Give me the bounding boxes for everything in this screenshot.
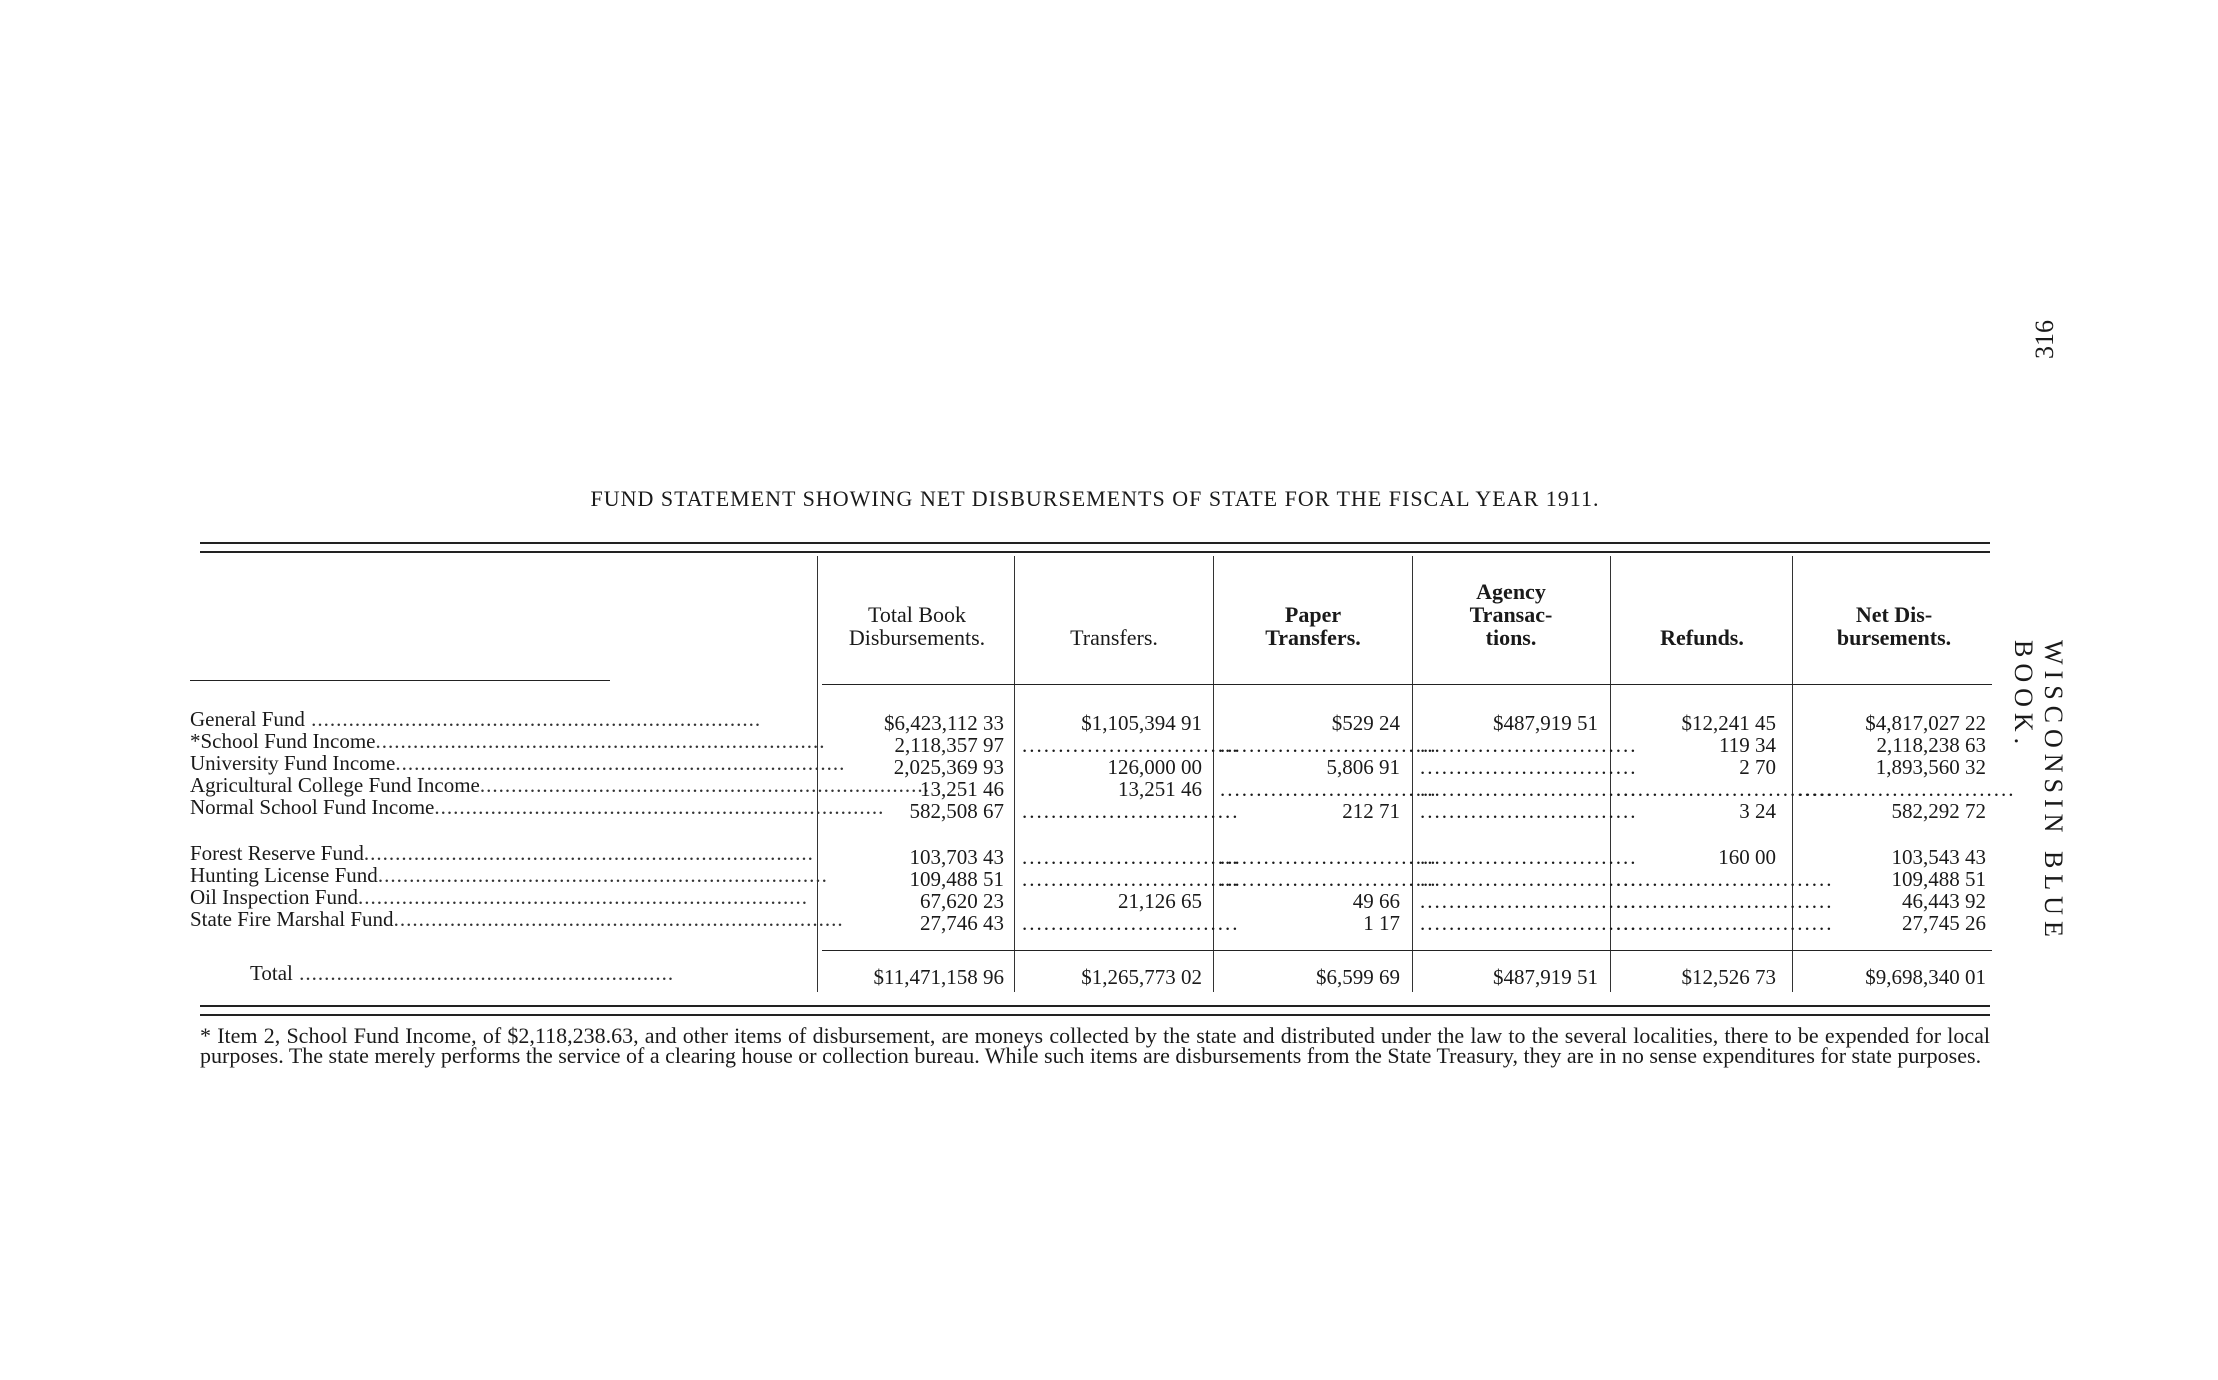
- cell-total-book: 67,620 23: [920, 889, 1004, 913]
- dot-leader: ..............................: [1420, 799, 1638, 823]
- table-row: Agricultural College Fund Income........................................................................: [190, 773, 930, 797]
- cell-net: $4,817,027 22: [1865, 711, 1986, 735]
- total-agency: $487,919 51: [1493, 965, 1598, 989]
- row-label: Normal School Fund Income: [190, 795, 435, 819]
- dot-leader: ..............................: [1420, 889, 1638, 913]
- table-row: General Fund ........................................................................: [190, 707, 762, 731]
- bottom-rule: [200, 1005, 1990, 1007]
- total-label: Total: [250, 961, 293, 985]
- row-label: *School Fund Income: [190, 729, 376, 753]
- cell-total-book: 109,488 51: [909, 867, 1004, 891]
- cell-paper-transfers: 49 66: [1352, 889, 1400, 913]
- header-rule: [190, 680, 610, 681]
- cell-total-book: 2,118,357 97: [894, 733, 1004, 757]
- row-label: Hunting License Fund: [190, 863, 378, 887]
- cell-refunds: $12,241 45: [1681, 711, 1776, 735]
- header-rule: [822, 684, 1992, 685]
- dot-leader: ..............................: [1022, 799, 1240, 823]
- table-row: Forest Reserve Fund........................................................................: [190, 841, 814, 865]
- total-row: Total ............................................................: [250, 961, 675, 985]
- cell-net: 109,488 51: [1891, 867, 1986, 891]
- cell-paper-transfers: 1 17: [1363, 911, 1400, 935]
- dot-leader: ..............................: [1220, 845, 1438, 869]
- header-paper-transfers: Paper Transfers.: [1265, 602, 1361, 650]
- dot-leader: ..............................: [1220, 733, 1438, 757]
- dot-leader: ..............................: [1022, 911, 1240, 935]
- table-row: Normal School Fund Income........................................................................: [190, 795, 885, 819]
- dot-leader: ..............................: [1220, 867, 1438, 891]
- cell-paper-transfers: 5,806 91: [1326, 755, 1400, 779]
- cell-total-book: 2,025,369 93: [893, 755, 1004, 779]
- cell-net: 27,745 26: [1902, 911, 1986, 935]
- row-label: Forest Reserve Fund: [190, 841, 364, 865]
- cell-paper-transfers: 212 71: [1342, 799, 1400, 823]
- table-row: University Fund Income........................................................................: [190, 751, 846, 775]
- header-agency: Agency Transac- tions.: [1469, 579, 1553, 650]
- col-divider: [1412, 556, 1413, 992]
- cell-refunds: 3 24: [1739, 799, 1776, 823]
- cell-total-book: 103,703 43: [909, 845, 1004, 869]
- dot-leader: ..............................: [1616, 911, 1834, 935]
- dot-leader: ..............................: [1220, 777, 1438, 801]
- cell-total-book: 582,508 67: [909, 799, 1004, 823]
- top-rule-2: [200, 551, 1990, 553]
- cell-agency: $487,919 51: [1493, 711, 1598, 735]
- cell-refunds: 2 70: [1739, 755, 1776, 779]
- table-row: Oil Inspection Fund........................................................................: [190, 885, 808, 909]
- dot-leader: ..............................: [1420, 777, 1638, 801]
- running-head: WISCONSIN BLUE BOOK.: [2009, 640, 2068, 943]
- row-label: Agricultural College Fund Income: [190, 773, 480, 797]
- cell-net: 582,292 72: [1891, 799, 1986, 823]
- cell-net: 46,443 92: [1902, 889, 1986, 913]
- dot-leader: ..............................: [1420, 867, 1638, 891]
- table-title: FUND STATEMENT SHOWING NET DISBURSEMENTS OF STATE FOR THE FISCAL YEAR 1911.: [590, 486, 1600, 511]
- cell-total-book: 13,251 46: [920, 777, 1004, 801]
- row-label: General Fund: [190, 707, 305, 731]
- cell-refunds: 119 34: [1719, 733, 1776, 757]
- cell-net: 2,118,238 63: [1876, 733, 1986, 757]
- total-transfers: $1,265,773 02: [1081, 965, 1202, 989]
- total-net: $9,698,340 01: [1865, 965, 1986, 989]
- cell-transfers: 126,000 00: [1107, 755, 1202, 779]
- cell-transfers: 21,126 65: [1118, 889, 1202, 913]
- dot-leader: ..............................: [1616, 889, 1834, 913]
- cell-paper-transfers: $529 24: [1331, 711, 1400, 735]
- cell-net: 103,543 43: [1891, 845, 1986, 869]
- dot-leader: ..............................: [1022, 867, 1240, 891]
- dot-leader: ..............................: [1420, 755, 1638, 779]
- dot-leader: ..............................: [1420, 845, 1638, 869]
- row-label: State Fire Marshal Fund: [190, 907, 394, 931]
- dot-leader: ..............................: [1798, 777, 2016, 801]
- page-number: 316: [2030, 320, 2059, 359]
- header-net: Net Dis- bursements.: [1836, 602, 1952, 650]
- cell-transfers: $1,105,394 91: [1081, 711, 1202, 735]
- top-rule: [200, 542, 1990, 544]
- cell-transfers: 13,251 46: [1118, 777, 1202, 801]
- col-divider: [1014, 556, 1015, 992]
- header-refunds: Refunds.: [1660, 625, 1744, 650]
- cell-total-book: $6,423,112 33: [884, 711, 1004, 735]
- total-refunds: $12,526 73: [1681, 965, 1776, 989]
- cell-refunds: 160 00: [1718, 845, 1776, 869]
- cell-net: 1,893,560 32: [1875, 755, 1986, 779]
- row-label: University Fund Income: [190, 751, 396, 775]
- total-rule: [822, 950, 1992, 951]
- table-row: State Fire Marshal Fund........................................................................: [190, 907, 844, 931]
- dot-leader: ..............................: [1616, 777, 1834, 801]
- dot-leader: ..............................: [1420, 733, 1638, 757]
- total-total-book: $11,471,158 96: [873, 965, 1004, 989]
- dot-leader: ..............................: [1022, 733, 1240, 757]
- header-total-book: Total Book Disbursements.: [848, 602, 986, 650]
- row-label: Oil Inspection Fund: [190, 885, 358, 909]
- footnote: * Item 2, School Fund Income, of $2,118,238.63, and other items of disbursement, are moneys collected by the state and distributed under the law to the several localities, there to be expended for local purposes. The state merely performs the service of a clearing house or collection bureau. While such items are disbursements from the State Treasury, they are in no sense expenditures for state purposes.: [200, 1023, 1990, 1068]
- table-row: Hunting License Fund........................................................................: [190, 863, 828, 887]
- dot-leader: ..............................: [1022, 845, 1240, 869]
- dot-leader: ..............................: [1616, 867, 1834, 891]
- dot-leader: ..............................: [1420, 911, 1638, 935]
- header-transfers: Transfers.: [1070, 625, 1158, 650]
- total-paper-transfers: $6,599 69: [1316, 965, 1400, 989]
- cell-total-book: 27,746 43: [920, 911, 1004, 935]
- bottom-rule-2: [200, 1014, 1990, 1016]
- table-row: *School Fund Income........................................................................: [190, 729, 826, 753]
